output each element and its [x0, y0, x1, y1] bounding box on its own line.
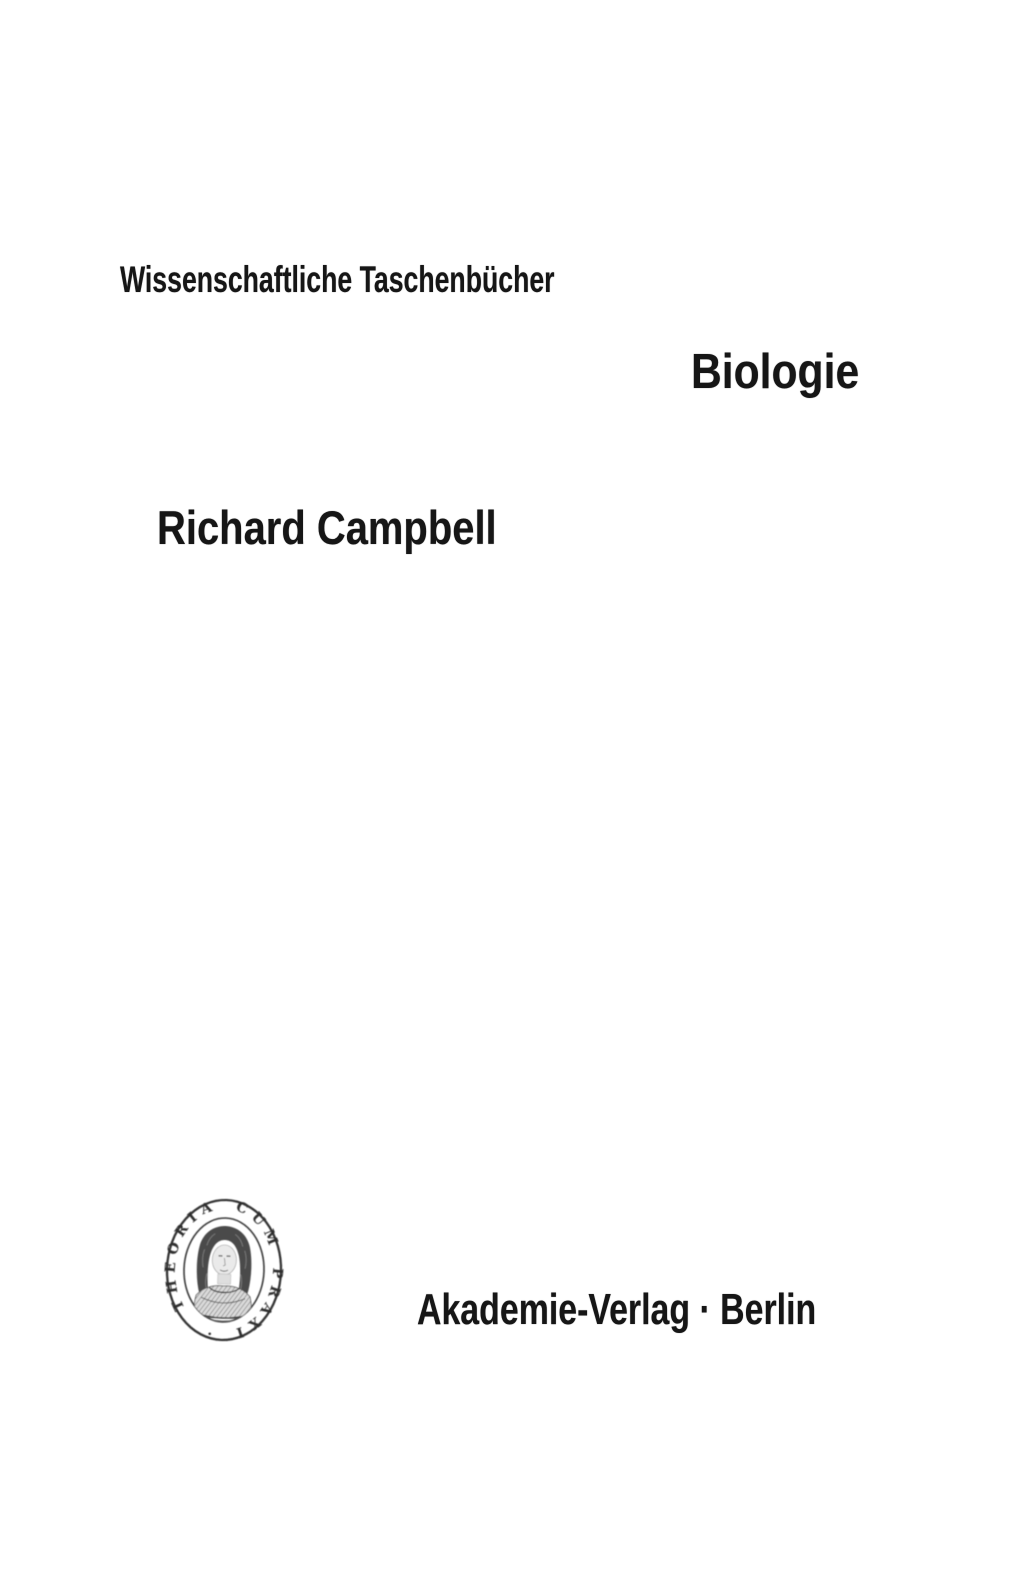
seal-motto-text: THEORIA CUM PRAXI · — [162, 1196, 286, 1344]
book-title: Biologie — [691, 345, 860, 399]
publisher-line: Akademie-Verlag · Berlin — [417, 1285, 817, 1334]
series-title: Wissenschaftliche Taschenbücher — [120, 259, 555, 300]
theoria-cum-praxi-seal-icon — [152, 1192, 296, 1356]
leibniz-portrait-icon — [188, 1225, 259, 1322]
author-name: Richard Campbell — [157, 501, 497, 554]
